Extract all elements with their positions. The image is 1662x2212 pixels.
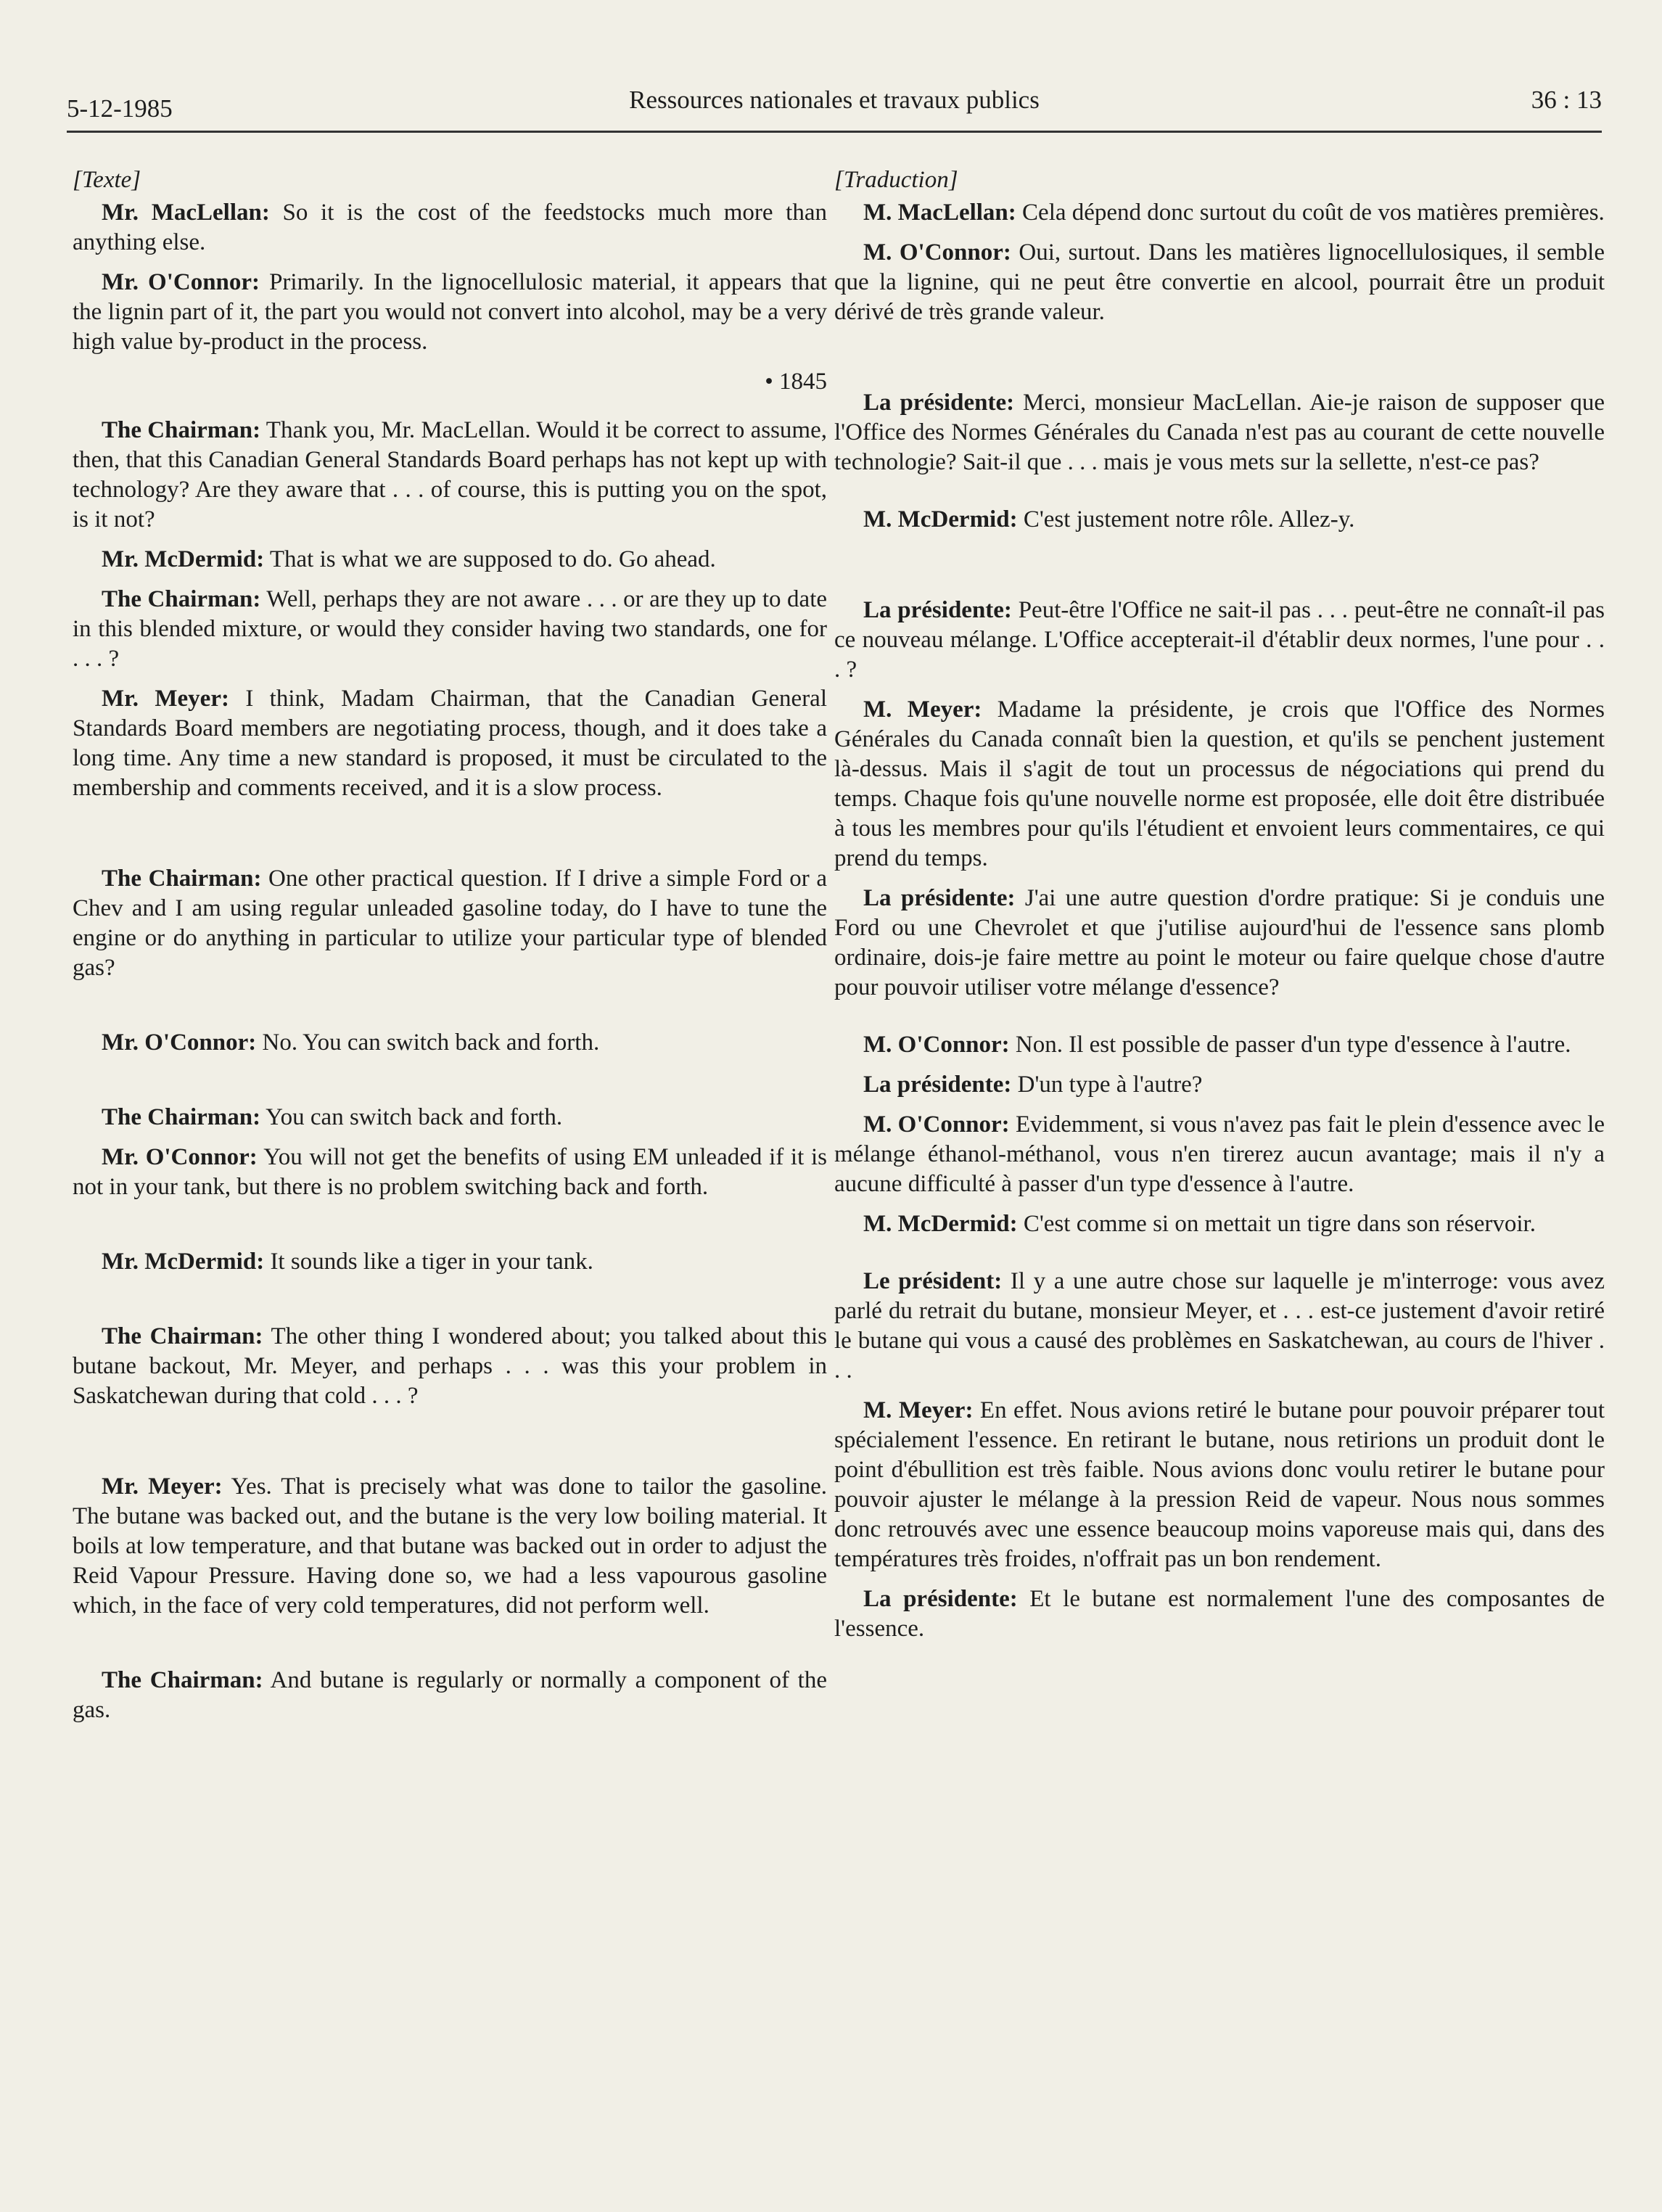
speaker-name: The Chairman: xyxy=(102,1323,263,1349)
transcript-paragraph xyxy=(834,1030,1605,1060)
header-page-number: 36 : 13 xyxy=(1531,86,1602,114)
speech-text: I think, Madam Chairman, that the Canadian General Standards Board members are negotiating process, though, and it does take a long time. Any time a new standard is proposed, it must be circulated to the membership and comments received, and it is a slow process. xyxy=(73,686,827,801)
speaker-name: The Chairman: xyxy=(102,866,262,892)
speaker-name: M. MacLellan: xyxy=(863,200,1016,226)
speaker-name: Mr. McDermid: xyxy=(102,1249,265,1275)
speech-text: En effet. Nous avions retiré le butane pour pouvoir préparer tout spécialement l'essence. En retirant le butane, nous retirions un produit dont le point d'ébullition est très faible. Nous avions donc voulu retirer le butane pour pouvoir ajuster le mélange à la pression Reid de vapeur. Nous nous sommes donc retrouvés avec une essence beaucoup moins vaporeuse mais qui, dans des températures très froides, n'offrait pas un bon rendement. xyxy=(834,1397,1605,1572)
speaker-name: Mr. O'Connor: xyxy=(102,1029,257,1056)
speaker-name: Mr. O'Connor: xyxy=(102,1144,258,1170)
speaker-name: The Chairman: xyxy=(102,1104,261,1130)
transcript-paragraph xyxy=(73,268,827,357)
transcript-paragraph xyxy=(834,198,1605,228)
transcript-paragraph xyxy=(834,1070,1605,1100)
speech-text: Evidemment, si vous n'avez pas fait le plein d'essence avec le mélange éthanol-méthanol, vous n'en tirerez aucun avantage; mais il n'y a aucune difficulté à passer d'un type d'essence à l'autre. xyxy=(834,1111,1605,1197)
speech-text: You can switch back and forth. xyxy=(260,1104,563,1130)
transcript-paragraph xyxy=(73,1028,827,1058)
speech-text: Well, perhaps they are not aware . . . or are they up to date in this blended mixture, or would they consider having two standards, one for . . . ? xyxy=(73,586,828,672)
speaker-name: Mr. O'Connor: xyxy=(102,269,260,295)
transcript-paragraph xyxy=(73,864,827,983)
speech-text: Peut-être l'Office ne sait-il pas . . . peut-être ne connaît-il pas ce nouveau mélange. L'Office accepterait-il d'établir deux normes, l'une pour . . . ? xyxy=(834,597,1605,683)
speech-text: That is what we are supposed to do. Go ahead. xyxy=(264,546,716,572)
speech-text: Cela dépend donc surtout du coût de vos matières premières. xyxy=(1016,200,1605,226)
speech-text: One other practical question. If I drive a simple Ford or a Chev and I am using regular unleaded gasoline today, do I have to tune the engine or do anything in particular to utilize your particular type of blended gas? xyxy=(73,866,827,981)
transcript-paragraph xyxy=(73,1322,827,1411)
speech-text: C'est comme si on mettait un tigre dans son réservoir. xyxy=(1017,1211,1536,1237)
speech-text: J'ai une autre question d'ordre pratique: Si je conduis une Ford ou une Chevrolet et que j'utilise aujourd'hui de l'essence sans plomb ordinaire, dois-je faire mettre au point le moteur ou faire quelque chose d'autre pour pouvoir utiliser votre mélange d'essence? xyxy=(834,885,1605,1000)
speaker-name: M. O'Connor: xyxy=(863,1032,1010,1058)
transcript-paragraph xyxy=(834,505,1605,535)
speaker-name: The Chairman: xyxy=(102,417,261,443)
speaker-name: M. Meyer: xyxy=(863,1397,974,1423)
column-label: [Traduction] xyxy=(834,167,958,193)
header-date: 5-12-1985 xyxy=(67,94,173,123)
speech-text: So it is the cost of the feedstocks much more than anything else. xyxy=(73,200,827,255)
speaker-name: Mr. Meyer: xyxy=(102,686,229,712)
speaker-name: M. McDermid: xyxy=(863,506,1018,533)
transcript-paragraph xyxy=(73,585,827,674)
transcript-paragraph xyxy=(73,1472,827,1621)
speech-text: D'un type à l'autre? xyxy=(1011,1072,1203,1098)
transcript-paragraph xyxy=(834,1584,1605,1644)
header-title: Ressources nationales et travaux publics xyxy=(629,86,1040,114)
speaker-name: La présidente: xyxy=(863,597,1012,623)
speech-text: C'est justement notre rôle. Allez-y. xyxy=(1017,506,1355,533)
page-header xyxy=(67,78,1602,133)
speaker-name: La présidente: xyxy=(863,390,1015,416)
transcript-paragraph xyxy=(834,1110,1605,1199)
speaker-name: Mr. MacLellan: xyxy=(102,200,270,226)
transcript-paragraph xyxy=(834,1209,1605,1239)
speaker-name: La présidente: xyxy=(863,1586,1018,1612)
speech-text: Oui, surtout. Dans les matières lignocellulosiques, il semble que la lignine, qui ne peut être convertie en alcool, pourrait être un produit dérivé de très grande valeur. xyxy=(834,239,1605,325)
speaker-name: La présidente: xyxy=(863,1072,1012,1098)
speech-text: Non. Il est possible de passer d'un type d'essence à l'autre. xyxy=(1009,1032,1571,1058)
transcript-paragraph xyxy=(834,1396,1605,1574)
transcript-paragraph xyxy=(73,416,827,535)
transcript-paragraph xyxy=(73,198,827,258)
speaker-name: M. O'Connor: xyxy=(863,1111,1010,1138)
speech-text: It sounds like a tiger in your tank. xyxy=(264,1249,593,1275)
speaker-name: La présidente: xyxy=(863,885,1016,911)
english-column xyxy=(73,165,827,1735)
transcript-paragraph xyxy=(73,1143,827,1202)
speaker-name: M. McDermid: xyxy=(863,1211,1018,1237)
transcript-paragraph xyxy=(73,1103,827,1132)
transcript-paragraph xyxy=(834,695,1605,873)
speaker-name: M. Meyer: xyxy=(863,696,982,723)
speech-text: Merci, monsieur MacLellan. Aie-je raison de supposer que l'Office des Normes Générales du Canada n'est pas au courant de cette nouvelle technologie? Sait-il que . . . mais je vous mets sur la sellette, n'est-ce pas? xyxy=(834,390,1605,475)
speaker-name: The Chairman: xyxy=(102,586,261,612)
speech-text: Il y a une autre chose sur laquelle je m'interroge: vous avez parlé du retrait du butane, monsieur Meyer, et . . . est-ce justement d'avoir retiré le butane qui vous a causé des problèmes en Saskatchewan, au cours de l'hiver . . . xyxy=(834,1268,1605,1383)
speech-text: No. You can switch back and forth. xyxy=(256,1029,600,1056)
column-label: [Texte] xyxy=(73,167,141,193)
transcript-paragraph xyxy=(73,545,827,575)
speech-text: Thank you, Mr. MacLellan. Would it be correct to assume, then, that this Canadian General Standards Board perhaps has not kept up with technology? Are they aware that . . . of course, this is putting you on the spot, is it not? xyxy=(73,417,828,533)
speaker-name: Le président: xyxy=(863,1268,1003,1294)
transcript-paragraph xyxy=(834,388,1605,477)
transcript-paragraph xyxy=(834,238,1605,327)
french-column xyxy=(834,165,1605,1654)
speaker-name: The Chairman: xyxy=(102,1667,263,1693)
speaker-name: M. O'Connor: xyxy=(863,239,1011,266)
speech-text: Yes. That is precisely what was done to tailor the gasoline. The butane was backed out, and the butane is the very low boiling material. It boils at low temperature, and that butane was backed out in order to adjust the Reid Vapour Pressure. Having done so, we had a less vapourous gasoline which, in the face of very cold temperatures, did not perform well. xyxy=(73,1473,827,1619)
transcript-paragraph xyxy=(834,884,1605,1003)
transcript-paragraph xyxy=(73,684,827,803)
speech-text: Madame la présidente, je crois que l'Office des Normes Générales du Canada connaît bien la question, et qu'ils se penchent justement là-dessus. Mais il s'agit de tout un processus de négociations qui prend du temps. Chaque fois qu'une nouvelle norme est proposée, elle doit être distribuée à tous les membres pour qu'ils l'étudient et envoient leurs commentaires, ce qui prend du temps. xyxy=(834,696,1605,871)
speech-text: You will not get the benefits of using EM unleaded if it is not in your tank, but there is no problem switching back and forth. xyxy=(73,1144,827,1200)
speaker-name: Mr. Meyer: xyxy=(102,1473,223,1500)
time-marker: • 1845 xyxy=(765,369,827,395)
speech-text: The other thing I wondered about; you talked about this butane backout, Mr. Meyer, and perhaps . . . was this your problem in Saskatchewan during that cold . . . ? xyxy=(73,1323,827,1409)
speech-text: And butane is regularly or normally a component of the gas. xyxy=(73,1667,828,1723)
transcript-paragraph xyxy=(834,596,1605,685)
speech-text: Primarily. In the lignocellulosic material, it appears that the lignin part of it, the part you would not convert into alcohol, may be a very high value by-product in the process. xyxy=(73,269,827,355)
transcript-paragraph xyxy=(73,1666,827,1725)
speaker-name: Mr. McDermid: xyxy=(102,546,265,572)
speech-text: Et le butane est normalement l'une des composantes de l'essence. xyxy=(834,1586,1605,1642)
transcript-paragraph xyxy=(834,1267,1605,1386)
transcript-paragraph xyxy=(73,1247,827,1277)
